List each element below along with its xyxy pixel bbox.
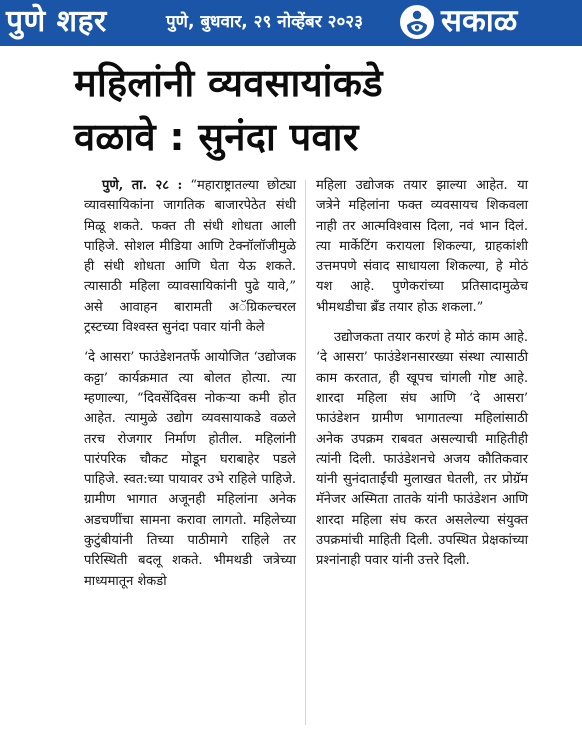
headline-line-1: महिलांनी व्यवसायांकडे <box>74 61 383 105</box>
left-paragraph-1-text: “महाराष्ट्रातल्या छोट्या व्यावसायिकांना जागतिक बाजारपेठेत संधी मिळू शकते. फक्त ती संधी शोधता आली पाहिजे. सोशल मीडिया आणि टेक्नॉलॉजीमुळे ही संधी शोधता आणि घेता येऊ शकते. त्यासाठी महिला व्यावसायिकांनी पुढे यावे,” असे आवाहन बारामती अॅग्रिकल्चरल ट्रस्टच्या विश्‍वस्त सुनंदा पवार यांनी केले <box>84 178 297 336</box>
right-paragraph-2: उद्योजकता तयार करणं हे मोठं काम आहे. ‘दे आसरा’ फाउंडेशनसारख्या संस्था त्यासाठी काम करतात, ही खूपच चांगली गोष्ट आहे. शारदा महिला संघ आणि ‘दे आसरा’ फाउंडेशन ग्रामीण भागातल्या महिलांसाठी अनेक उपक्रम राबवत असल्याची माहितीही त्यांनी दिली. फाउंडेशनचे अजय कौतिकवार यांनी सुनंदाताईंची मुलाखत घेतली, तर प्रोग्रॅम मॅनेजर अस्मिता तातके यांनी फाउंडेशन आणि शारदा महिला संघ करत असलेल्या संयुक्त उपक्रमांची माहिती दिली. उपस्थित प्रेक्षकांच्या प्रश्‍नांनाही पवार यांनी उत्तरे दिली. <box>316 330 528 569</box>
article-column-left <box>84 176 296 592</box>
masthead-logo: सकाळ <box>441 3 518 39</box>
edition-dateline: पुणे, बुधवार, २९ नोव्हेंबर २०२३ <box>166 12 363 32</box>
left-paragraph-2: ‘दे आसरा’ फाउंडेशनतर्फे आयोजित ‘उद्योजक कट्टा’ कार्यक्रमात त्या बोलत होत्या. त्या म्हणाल्या, “दिवसेंदिवस नोकऱ्या कमी होत आहेत. त्यामुळे उद्योग व्यवसायाकडे वळले तरच रोजगार निर्माण होतील. महिलांनी पारंपरिक चौकट मोडून घराबाहेर पडले पाहिजे. स्वत:च्या पायावर उभे राहिले पाहिजे. ग्रामीण भागात अजूनही महिलांना अनेक अडचणींचा सामना करावा लागतो. महिलेच्या कुटुंबीयांनी तिच्या पाठीमागे राहिले तर परिस्थिती बदलू शकते. भीमथडी जत्रेच्या माध्यमातून शेकडो <box>84 350 296 589</box>
right-paragraph-1: महिला उद्योजक तयार झाल्या आहेत. या जत्रेने महिलांना फक्त व्यवसायच शिकवला नाही तर आत्मविश्‍वास दिला, नवं भान दिलं. त्या मार्केटिंग करायला शिकल्या, ग्राहकांशी उत्तमपणे संवाद साधायला शिकल्या, हे मोठं यश आहे. पुणेकरांच्या प्रतिसादामुळेच भीमथडीचा ब्रॅंड तयार होऊ शकला.” <box>316 178 528 315</box>
column-divider <box>305 180 306 725</box>
article-column-right <box>316 176 528 572</box>
section-name: पुणे शहर <box>6 4 107 39</box>
headline-line-2: वळावे : सुनंदा पवार <box>74 115 359 159</box>
story-dateline: पुणे, ता. २८ : <box>102 178 183 193</box>
left-paragraph-1 <box>84 176 296 338</box>
article-headline <box>74 56 544 164</box>
sakal-emblem-icon <box>398 3 436 41</box>
section-header-band <box>0 0 582 46</box>
